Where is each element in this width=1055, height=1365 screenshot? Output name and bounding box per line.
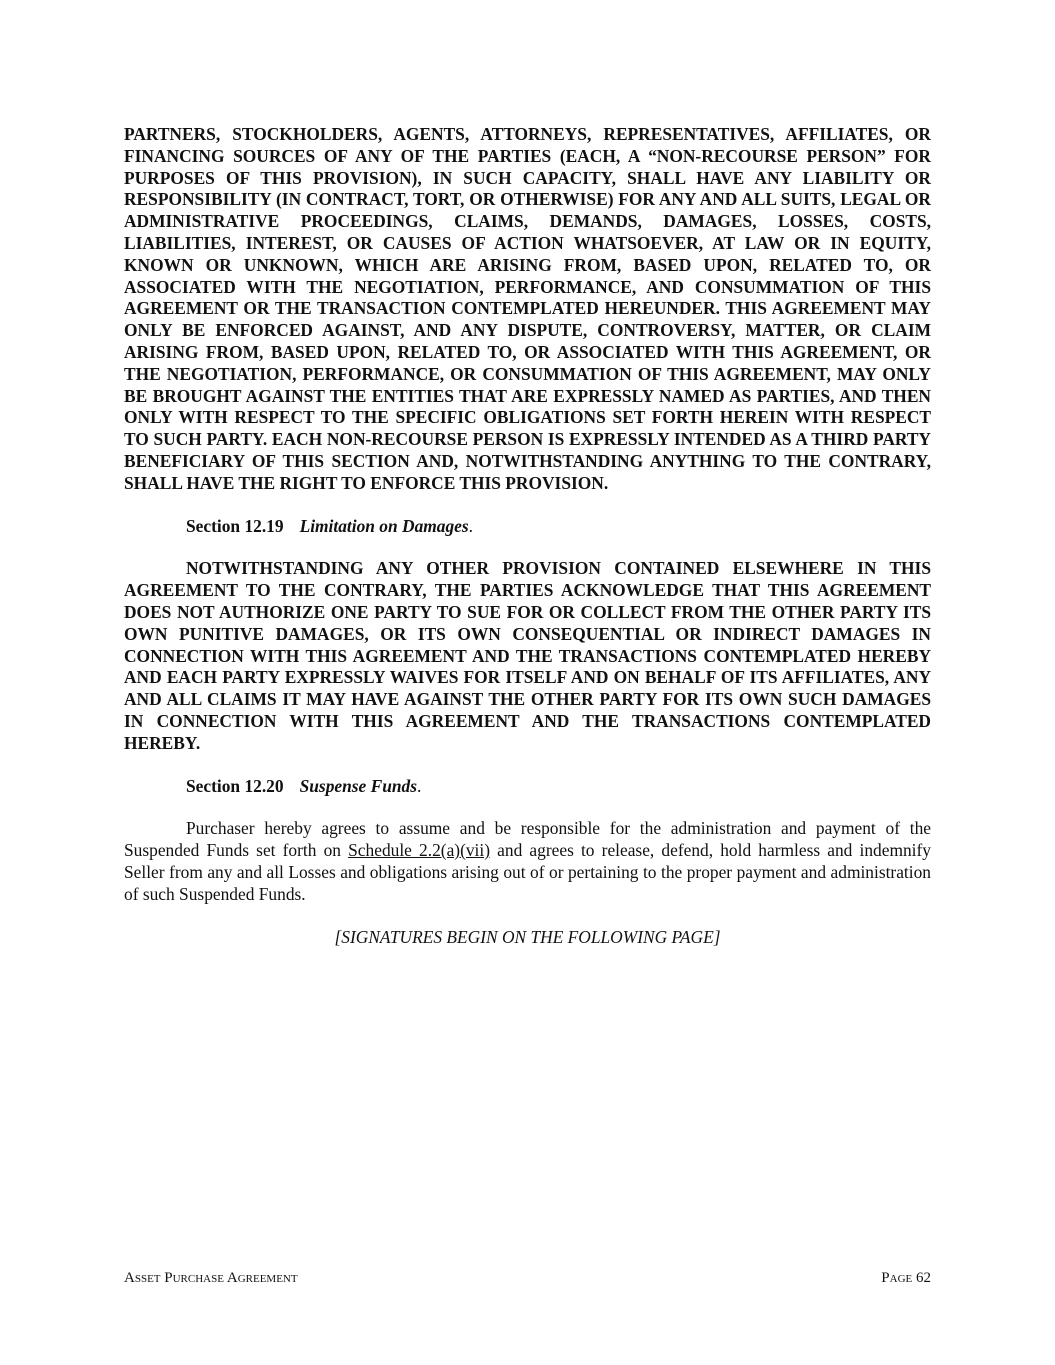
suspense-funds-paragraph — [124, 818, 931, 905]
section-title: Suspense Funds — [299, 775, 418, 796]
section-12-20-heading — [124, 776, 931, 798]
page-footer — [124, 1270, 931, 1287]
section-title: Limitation on Damages — [299, 515, 469, 536]
suspense-funds-text-start: Purchaser hereby agrees to assume and be responsible for the administration and payment of the Suspended Funds set forth on — [124, 818, 931, 861]
section-12-19-heading — [124, 516, 931, 538]
schedule-reference-link[interactable]: Schedule 2.2(a)(vii) — [348, 840, 491, 861]
section-number: Section 12.20 — [186, 775, 284, 796]
page-content — [124, 124, 931, 948]
section-period: . — [468, 515, 474, 536]
footer-page-number: Page 62 — [881, 1270, 931, 1286]
section-period: . — [417, 775, 422, 796]
footer-document-title: Asset Purchase Agreement — [124, 1270, 298, 1286]
section-number: Section 12.19 — [186, 515, 284, 536]
non-recourse-paragraph: PARTNERS, STOCKHOLDERS, AGENTS, ATTORNEYS, REPRESENTATIVES, AFFILIATES, OR FINANCING SOURCES OF ANY OF THE PARTIES (EACH, A “NON-RECOURSE PERSON” FOR PURPOSES OF THIS PROVISION), IN SUCH CAPACITY, SHALL HAVE ANY LIABILITY OR RESPONSIBILITY (IN CONTRACT, TORT, OR OTHERWISE) FOR ANY AND ALL SUITS, LEGAL OR ADMINISTRATIVE PROCEEDINGS, CLAIMS, DEMANDS, DAMAGES, LOSSES, COSTS, LIABILITIES, INTEREST, OR CAUSES OF ACTION WHATSOEVER, AT LAW OR IN EQUITY, KNOWN OR UNKNOWN, WHICH ARE ARISING FROM, BASED UPON, RELATED TO, OR ASSOCIATED WITH THE NEGOTIATION, PERFORMANCE, AND CONSUMMATION OF THIS AGREEMENT OR THE TRANSACTION CONTEMPLATED HEREUNDER. THIS AGREEMENT MAY ONLY BE ENFORCED AGAINST, AND ANY DISPUTE, CONTROVERSY, MATTER, OR CLAIM ARISING FROM, BASED UPON, RELATED TO, OR ASSOCIATED WITH THIS AGREEMENT, OR THE NEGOTIATION, PERFORMANCE, OR CONSUMMATION OF THIS AGREEMENT, MAY ONLY BE BROUGHT AGAINST THE ENTITIES THAT ARE EXPRESSLY NAMED AS PARTIES, AND THEN ONLY WITH RESPECT TO THE SPECIFIC OBLIGATIONS SET FORTH HEREIN WITH RESPECT TO SUCH PARTY. EACH NON-RECOURSE PERSON IS EXPRESSLY INTENDED AS A THIRD PARTY BENEFICIARY OF THIS SECTION AND, NOTWITHSTANDING ANYTHING TO THE CONTRARY, SHALL HAVE THE RIGHT TO ENFORCE THIS PROVISION. — [124, 124, 931, 493]
suspense-funds-text-end: and agrees to release, defend, hold harmless and indemnify Seller from any and all Losses and obligations arising out of or pertaining to the proper payment and administration of such Suspended Funds. — [124, 840, 931, 904]
signature-note: [SIGNATURES BEGIN ON THE FOLLOWING PAGE] — [334, 926, 721, 947]
limitation-on-damages-paragraph: NOTWITHSTANDING ANY OTHER PROVISION CONTAINED ELSEWHERE IN THIS AGREEMENT TO THE CONTRARY, THE PARTIES ACKNOWLEDGE THAT THIS AGREEMENT DOES NOT AUTHORIZE ONE PARTY TO SUE FOR OR COLLECT FROM THE OTHER PARTY ITS OWN PUNITIVE DAMAGES, OR ITS OWN CONSEQUENTIAL OR INDIRECT DAMAGES IN CONNECTION WITH THIS AGREEMENT AND THE TRANSACTIONS CONTEMPLATED HEREBY AND EACH PARTY EXPRESSLY WAIVES FOR ITSELF AND ON BEHALF OF ITS AFFILIATES, ANY AND ALL CLAIMS IT MAY HAVE AGAINST THE OTHER PARTY FOR ITS OWN SUCH DAMAGES IN CONNECTION WITH THIS AGREEMENT AND THE TRANSACTIONS CONTEMPLATED HEREBY. — [124, 558, 931, 753]
